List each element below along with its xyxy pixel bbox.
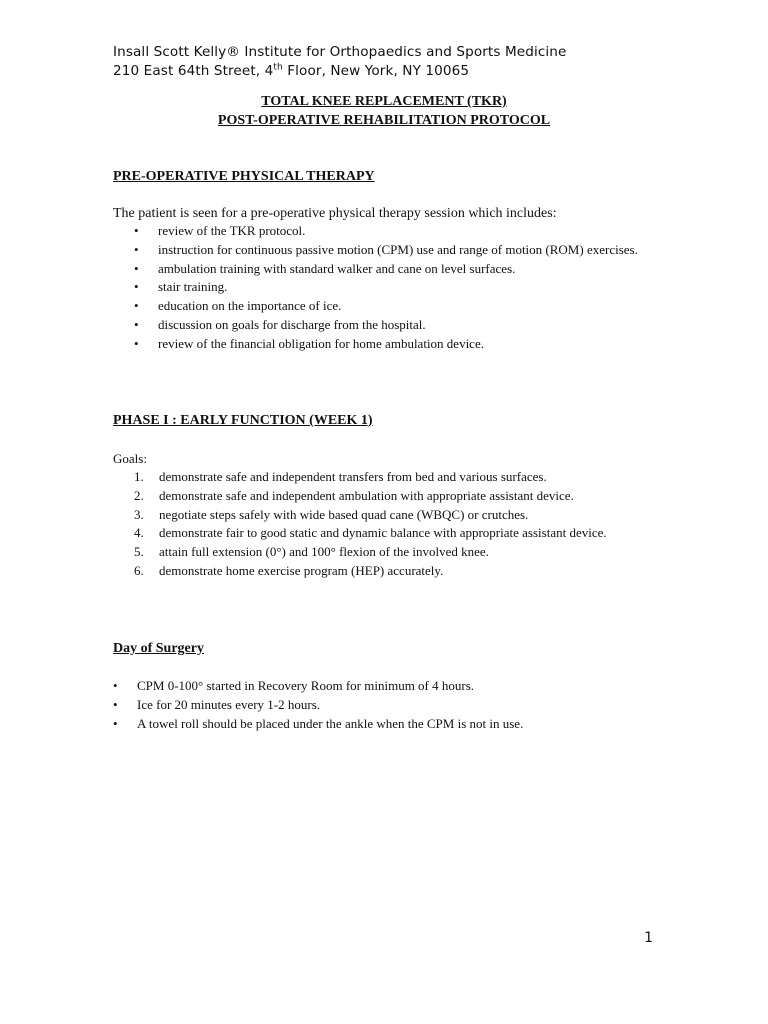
list-item <box>113 677 673 696</box>
goal-text: demonstrate safe and independent ambulation with appropriate assistant device. <box>159 487 574 503</box>
list-item-text: Ice for 20 minutes every 1-2 hours. <box>137 696 321 712</box>
goal-item <box>134 506 674 525</box>
bullet-marker: • <box>113 715 118 731</box>
list-item <box>134 241 674 260</box>
document-title-line1: TOTAL KNEE REPLACEMENT (TKR) <box>261 94 507 109</box>
list-item-text: stair training. <box>158 279 228 295</box>
bullet-marker: • <box>134 223 139 238</box>
page-number: 1 <box>644 930 653 946</box>
list-item-text: review of the TKR protocol. <box>158 223 306 238</box>
goal-item <box>134 562 674 581</box>
list-item-text: ambulation training with standard walker and cane on level surfaces. <box>158 260 516 276</box>
address-city: Floor, New York, NY 10065 <box>282 63 470 79</box>
goal-number: 5. <box>134 544 144 560</box>
goal-number: 1. <box>134 469 144 484</box>
list-item <box>134 297 674 316</box>
goals-list <box>134 468 674 581</box>
bullet-marker: • <box>134 298 139 314</box>
bullet-marker: • <box>113 696 118 712</box>
goal-text: demonstrate home exercise program (HEP) accurately. <box>159 562 444 578</box>
goal-number: 3. <box>134 506 144 522</box>
list-item-text: review of the financial obligation for home ambulation device. <box>158 335 484 351</box>
document-title-line2: POST-OPERATIVE REHABILITATION PROTOCOL <box>217 113 551 128</box>
institute-address <box>113 62 567 81</box>
goal-text: negotiate steps safely with wide based quad cane (WBQC) or crutches. <box>159 506 529 522</box>
bullet-marker: • <box>113 678 118 693</box>
institute-name: Insall Scott Kelly® Institute for Orthopaedics and Sports Medicine <box>113 44 567 60</box>
phase1-heading: PHASE I : EARLY FUNCTION (WEEK 1) <box>113 413 373 428</box>
preop-heading: PRE-OPERATIVE PHYSICAL THERAPY <box>113 169 375 184</box>
preop-intro: The patient is seen for a pre-operative physical therapy session which includes: <box>113 206 557 221</box>
list-item <box>113 715 673 734</box>
goal-number: 2. <box>134 487 144 503</box>
list-item-text: discussion on goals for discharge from the hospital. <box>158 316 426 332</box>
list-item <box>113 696 673 715</box>
bullet-marker: • <box>134 335 139 351</box>
letterhead <box>113 43 567 81</box>
list-item-text: CPM 0-100° started in Recovery Room for minimum of 4 hours. <box>137 678 475 693</box>
bullet-marker: • <box>134 316 139 332</box>
goal-item <box>134 524 674 543</box>
goal-item <box>134 543 674 562</box>
list-item-text: instruction for continuous passive motion (CPM) use and range of motion (ROM) exercises. <box>158 241 638 257</box>
goal-number: 4. <box>134 525 144 541</box>
list-item-text: A towel roll should be placed under the ankle when the CPM is not in use. <box>137 715 524 731</box>
goal-item <box>134 468 674 487</box>
goal-number: 6. <box>134 562 144 578</box>
bullet-marker: • <box>134 260 139 276</box>
list-item <box>134 335 674 354</box>
surgery-day-list <box>113 677 673 733</box>
surgery-day-heading: Day of Surgery <box>113 641 204 656</box>
goal-text: demonstrate safe and independent transfers from bed and various surfaces. <box>159 469 547 484</box>
list-item <box>134 222 674 241</box>
bullet-marker: • <box>134 241 139 257</box>
address-street: 210 East 64th Street, 4 <box>113 63 274 79</box>
list-item-text: education on the importance of ice. <box>158 298 342 314</box>
goal-text: demonstrate fair to good static and dynamic balance with appropriate assistant device. <box>159 525 607 541</box>
preop-list <box>134 222 674 354</box>
goals-label: Goals: <box>113 451 147 466</box>
bullet-marker: • <box>134 279 139 295</box>
address-ordinal: th <box>273 62 283 73</box>
list-item <box>134 316 674 335</box>
list-item <box>134 278 674 297</box>
goal-text: attain full extension (0°) and 100° flexion of the involved knee. <box>159 544 489 560</box>
goal-item <box>134 487 674 506</box>
list-item <box>134 260 674 279</box>
